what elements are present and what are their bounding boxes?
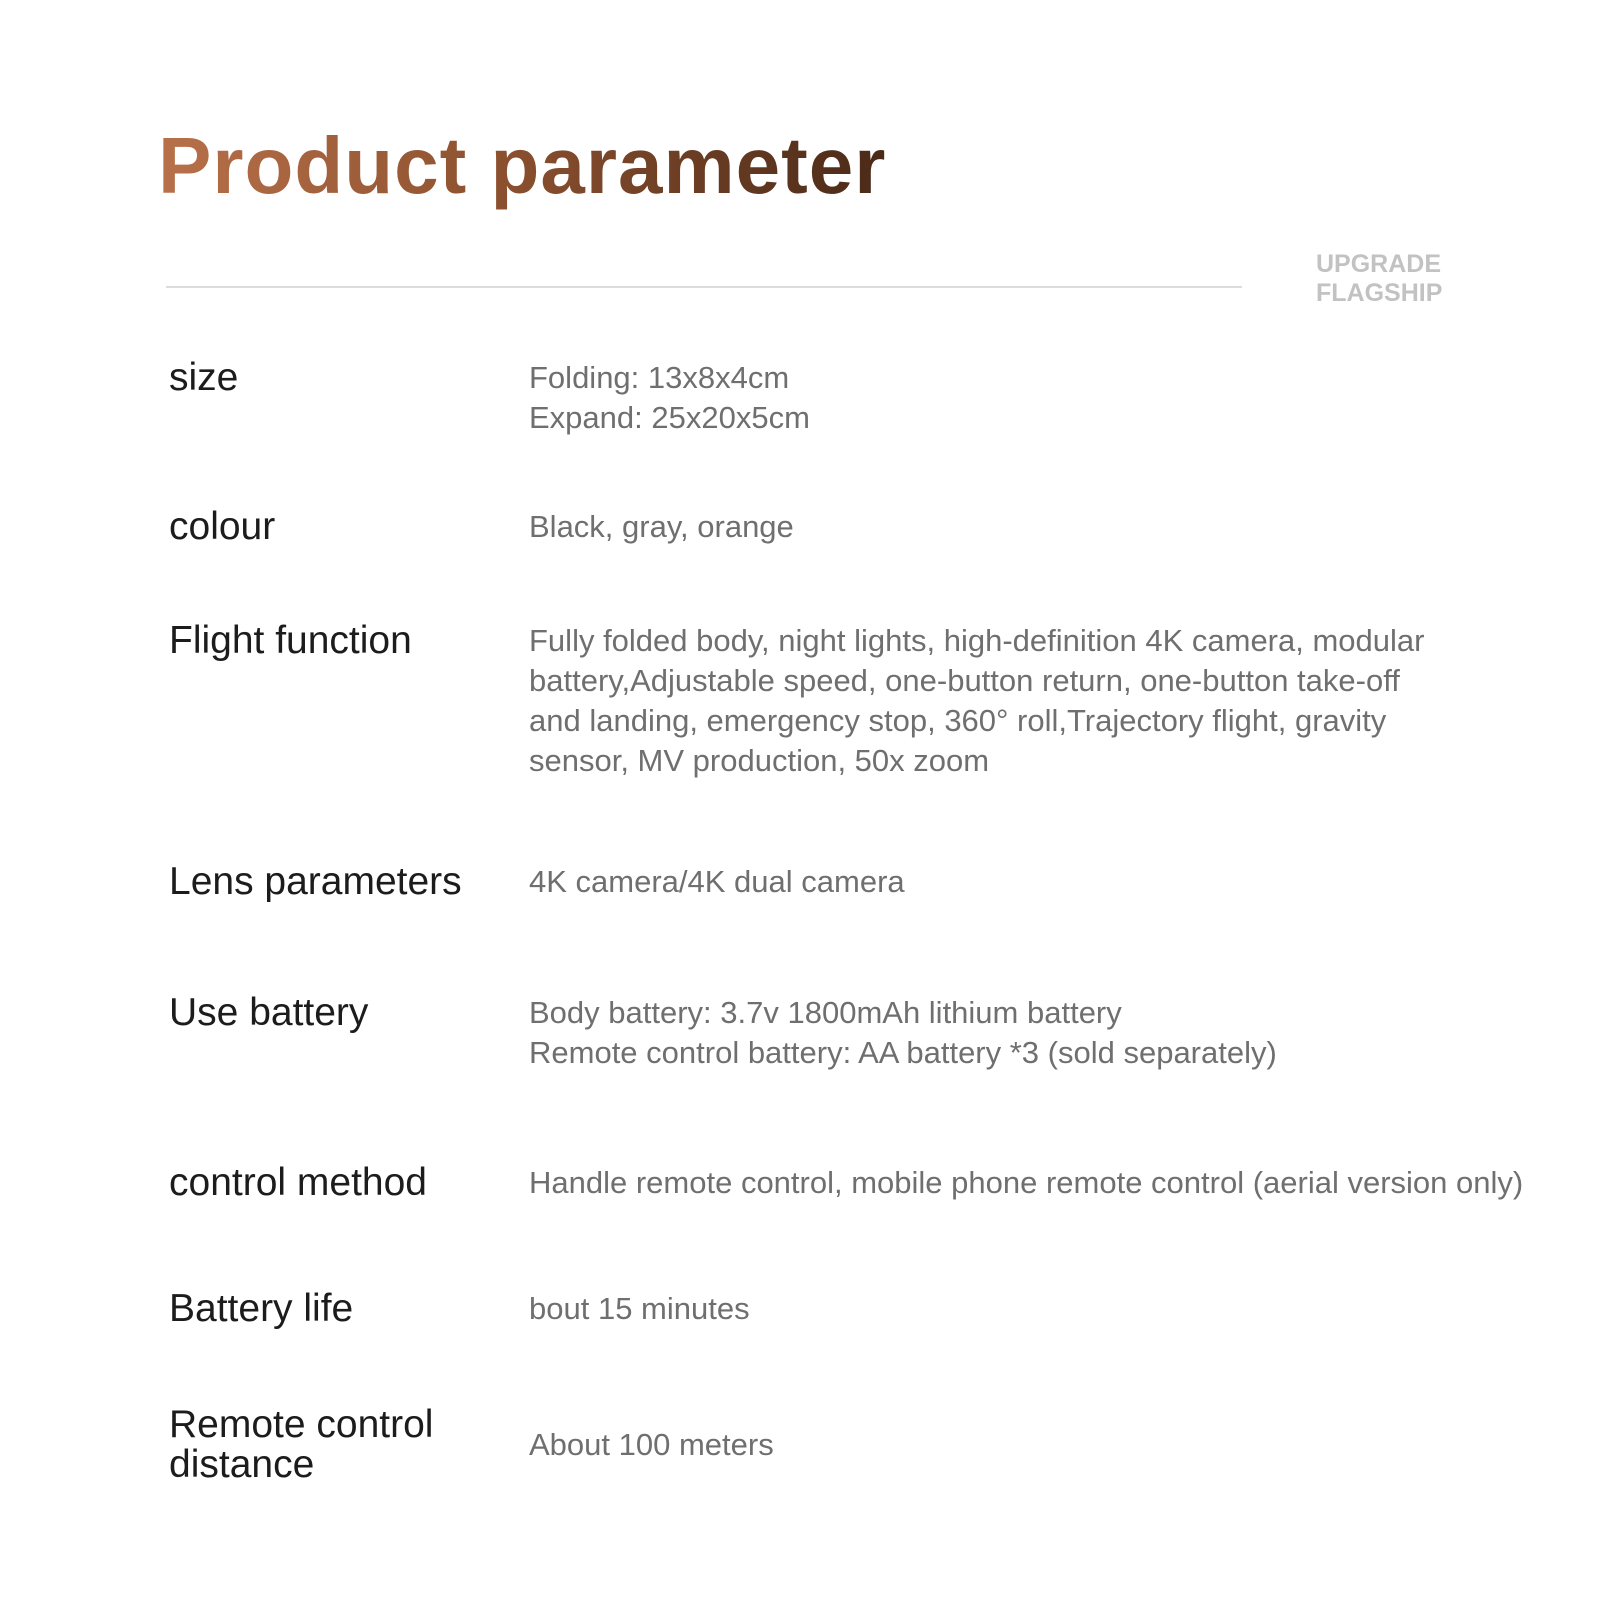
param-value xyxy=(529,507,1589,547)
param-value-line: 4K camera/4K dual camera xyxy=(529,864,905,899)
param-label: size xyxy=(169,356,239,399)
param-value-line: Remote control battery: AA battery *3 (sold separately) xyxy=(529,1035,1277,1070)
badge-line-2: FLAGSHIP xyxy=(1316,279,1443,307)
param-label: Battery life xyxy=(169,1287,354,1330)
param-label: Lens parameters xyxy=(169,860,462,903)
param-value xyxy=(529,358,1589,438)
param-label-line: distance xyxy=(169,1443,315,1486)
param-value xyxy=(529,1289,1589,1329)
param-label: Flight function xyxy=(169,619,412,662)
param-value xyxy=(529,1425,1589,1465)
param-label: colour xyxy=(169,505,276,548)
param-value-line: About 100 meters xyxy=(529,1427,774,1462)
page-title: Product parameter xyxy=(158,118,886,214)
param-value-line: Fully folded body, night lights, high-definition 4K camera, modular xyxy=(529,623,1425,658)
badge-line-1: UPGRADE xyxy=(1316,250,1442,278)
param-value-line: Handle remote control, mobile phone remote control (aerial version only) xyxy=(529,1165,1524,1200)
param-label: control method xyxy=(169,1161,427,1204)
param-label: Use battery xyxy=(169,991,369,1034)
param-value-line: battery,Adjustable speed, one-button return, one-button take-off xyxy=(529,663,1400,698)
divider xyxy=(166,286,1242,288)
param-value xyxy=(529,621,1589,781)
param-value-line: Expand: 25x20x5cm xyxy=(529,400,810,435)
upgrade-flagship-badge xyxy=(1316,250,1442,308)
param-value-line: Body battery: 3.7v 1800mAh lithium battery xyxy=(529,995,1122,1030)
param-label xyxy=(169,1405,509,1485)
param-label-line: Remote control xyxy=(169,1403,434,1446)
param-value-line: Black, gray, orange xyxy=(529,509,794,544)
param-value-line: Folding: 13x8x4cm xyxy=(529,360,790,395)
param-value xyxy=(529,1163,1589,1203)
param-value-line: sensor, MV production, 50x zoom xyxy=(529,743,990,778)
param-value-line: and landing, emergency stop, 360° roll,Trajectory flight, gravity xyxy=(529,703,1387,738)
param-value xyxy=(529,862,1589,902)
param-value-line: bout 15 minutes xyxy=(529,1291,750,1326)
param-value xyxy=(529,993,1589,1073)
